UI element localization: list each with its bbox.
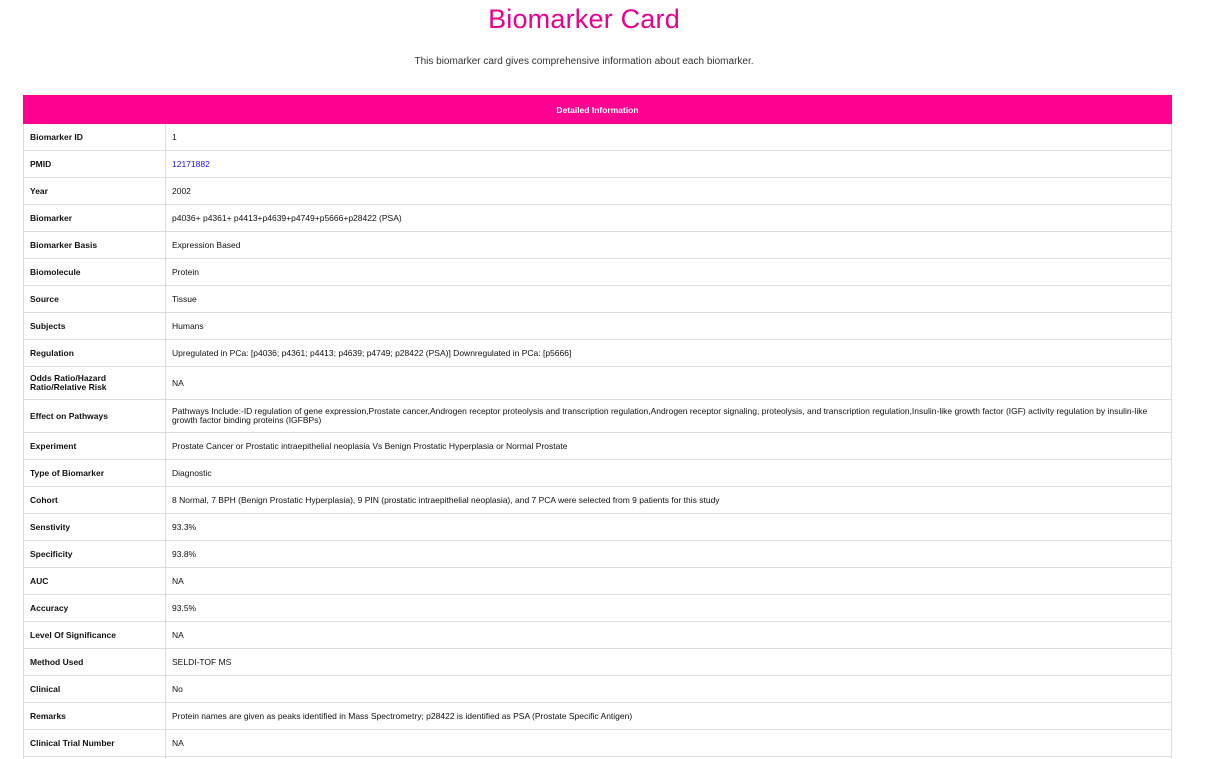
table-header: Detailed Information [24, 96, 1172, 124]
row-value: Prostate Cancer or Prostatic intraepithelial neoplasia Vs Benign Prostatic Hyperplasia or Normal Prostate [166, 433, 1172, 460]
table-row-year [24, 178, 1172, 205]
row-label: Clinical [24, 676, 166, 703]
row-value: 2002 [166, 178, 1172, 205]
row-value: Expression Based [166, 232, 1172, 259]
row-label: AUC [24, 568, 166, 595]
page-subtitle: This biomarker card gives comprehensive information about each biomarker. [414, 56, 754, 67]
row-value: SELDI-TOF MS [166, 649, 1172, 676]
row-value [166, 151, 1172, 178]
row-value: Protein names are given as peaks identified in Mass Spectrometry; p28422 is identified as PSA (Prostate Specific Antigen) [166, 703, 1172, 730]
row-value: 1 [166, 124, 1172, 151]
row-label: Senstivity [24, 514, 166, 541]
table-row-remarks [24, 703, 1172, 730]
table-row-sensitivity [24, 514, 1172, 541]
row-value: p4036+ p4361+ p4413+p4639+p4749+p5666+p28422 (PSA) [166, 205, 1172, 232]
row-value: Tissue [166, 286, 1172, 313]
row-value: NA [166, 367, 1172, 400]
pmid-link[interactable]: 12171882 [172, 158, 210, 169]
row-label: Level Of Significance [24, 622, 166, 649]
row-label: Regulation [24, 340, 166, 367]
table-row-clinical [24, 676, 1172, 703]
row-value: 8 Normal, 7 BPH (Benign Prostatic Hyperplasia), 9 PIN (prostatic intraepithelial neoplasia), and 7 PCA were selected from 9 patients for this study [166, 487, 1172, 514]
table-row-level-of-significance [24, 622, 1172, 649]
table-row-odds-ratio [24, 367, 1172, 400]
table-row-clinical-trial-number [24, 730, 1172, 757]
row-label: PMID [24, 151, 166, 178]
table-row-specificity [24, 541, 1172, 568]
row-value: NA [166, 568, 1172, 595]
row-value: Diagnostic [166, 460, 1172, 487]
table-row-type-of-biomarker [24, 460, 1172, 487]
row-label: Year [24, 178, 166, 205]
row-value: 93.8% [166, 541, 1172, 568]
table-row-experiment [24, 433, 1172, 460]
row-value: 93.3% [166, 514, 1172, 541]
row-value: Protein [166, 259, 1172, 286]
table-row-source [24, 286, 1172, 313]
row-value: NA [166, 622, 1172, 649]
row-label: Specificity [24, 541, 166, 568]
row-label: Source [24, 286, 166, 313]
row-value: NA [166, 730, 1172, 757]
row-value: Upregulated in PCa: [p4036; p4361; p4413; p4639; p4749; p28422 (PSA)] Downregulated in PCa: [p5666] [166, 340, 1172, 367]
row-label: Method Used [24, 649, 166, 676]
row-label: Clinical Trial Number [24, 730, 166, 757]
table-header-row [24, 96, 1172, 124]
table-row-biomarker-basis [24, 232, 1172, 259]
table-row-cohort [24, 487, 1172, 514]
row-label: Accuracy [24, 595, 166, 622]
row-label: Odds Ratio/Hazard Ratio/Relative Risk [24, 367, 166, 400]
biomarker-detail-table [23, 95, 1172, 759]
row-label: Biomarker [24, 205, 166, 232]
table-row-subjects [24, 313, 1172, 340]
table-row-accuracy [24, 595, 1172, 622]
table-row-pmid [24, 151, 1172, 178]
table-row-effect-on-pathways [24, 400, 1172, 433]
row-label: Type of Biomarker [24, 460, 166, 487]
table-row-regulation [24, 340, 1172, 367]
row-label: Remarks [24, 703, 166, 730]
page-title: Biomarker Card [488, 4, 680, 34]
row-value: No [166, 676, 1172, 703]
table-row-method-used [24, 649, 1172, 676]
row-label: Biomarker ID [24, 124, 166, 151]
row-label: Biomolecule [24, 259, 166, 286]
table-row-auc [24, 568, 1172, 595]
table-row-biomolecule [24, 259, 1172, 286]
row-value: 93.5% [166, 595, 1172, 622]
row-label: Cohort [24, 487, 166, 514]
row-label: Effect on Pathways [24, 400, 166, 433]
table-row-biomarker-id [24, 124, 1172, 151]
row-value: Pathways Include:-ID regulation of gene expression,Prostate cancer,Androgen receptor proteolysis and transcription regulation,Androgen receptor signaling, proteolysis, and transcription regulation,Insulin-like growth factor (IGF) activity regulation by insulin-like growth factor binding proteins (IGFBPs) [166, 400, 1172, 433]
row-label: Subjects [24, 313, 166, 340]
table-row-biomarker [24, 205, 1172, 232]
row-label: Biomarker Basis [24, 232, 166, 259]
row-label: Experiment [24, 433, 166, 460]
row-value: Humans [166, 313, 1172, 340]
